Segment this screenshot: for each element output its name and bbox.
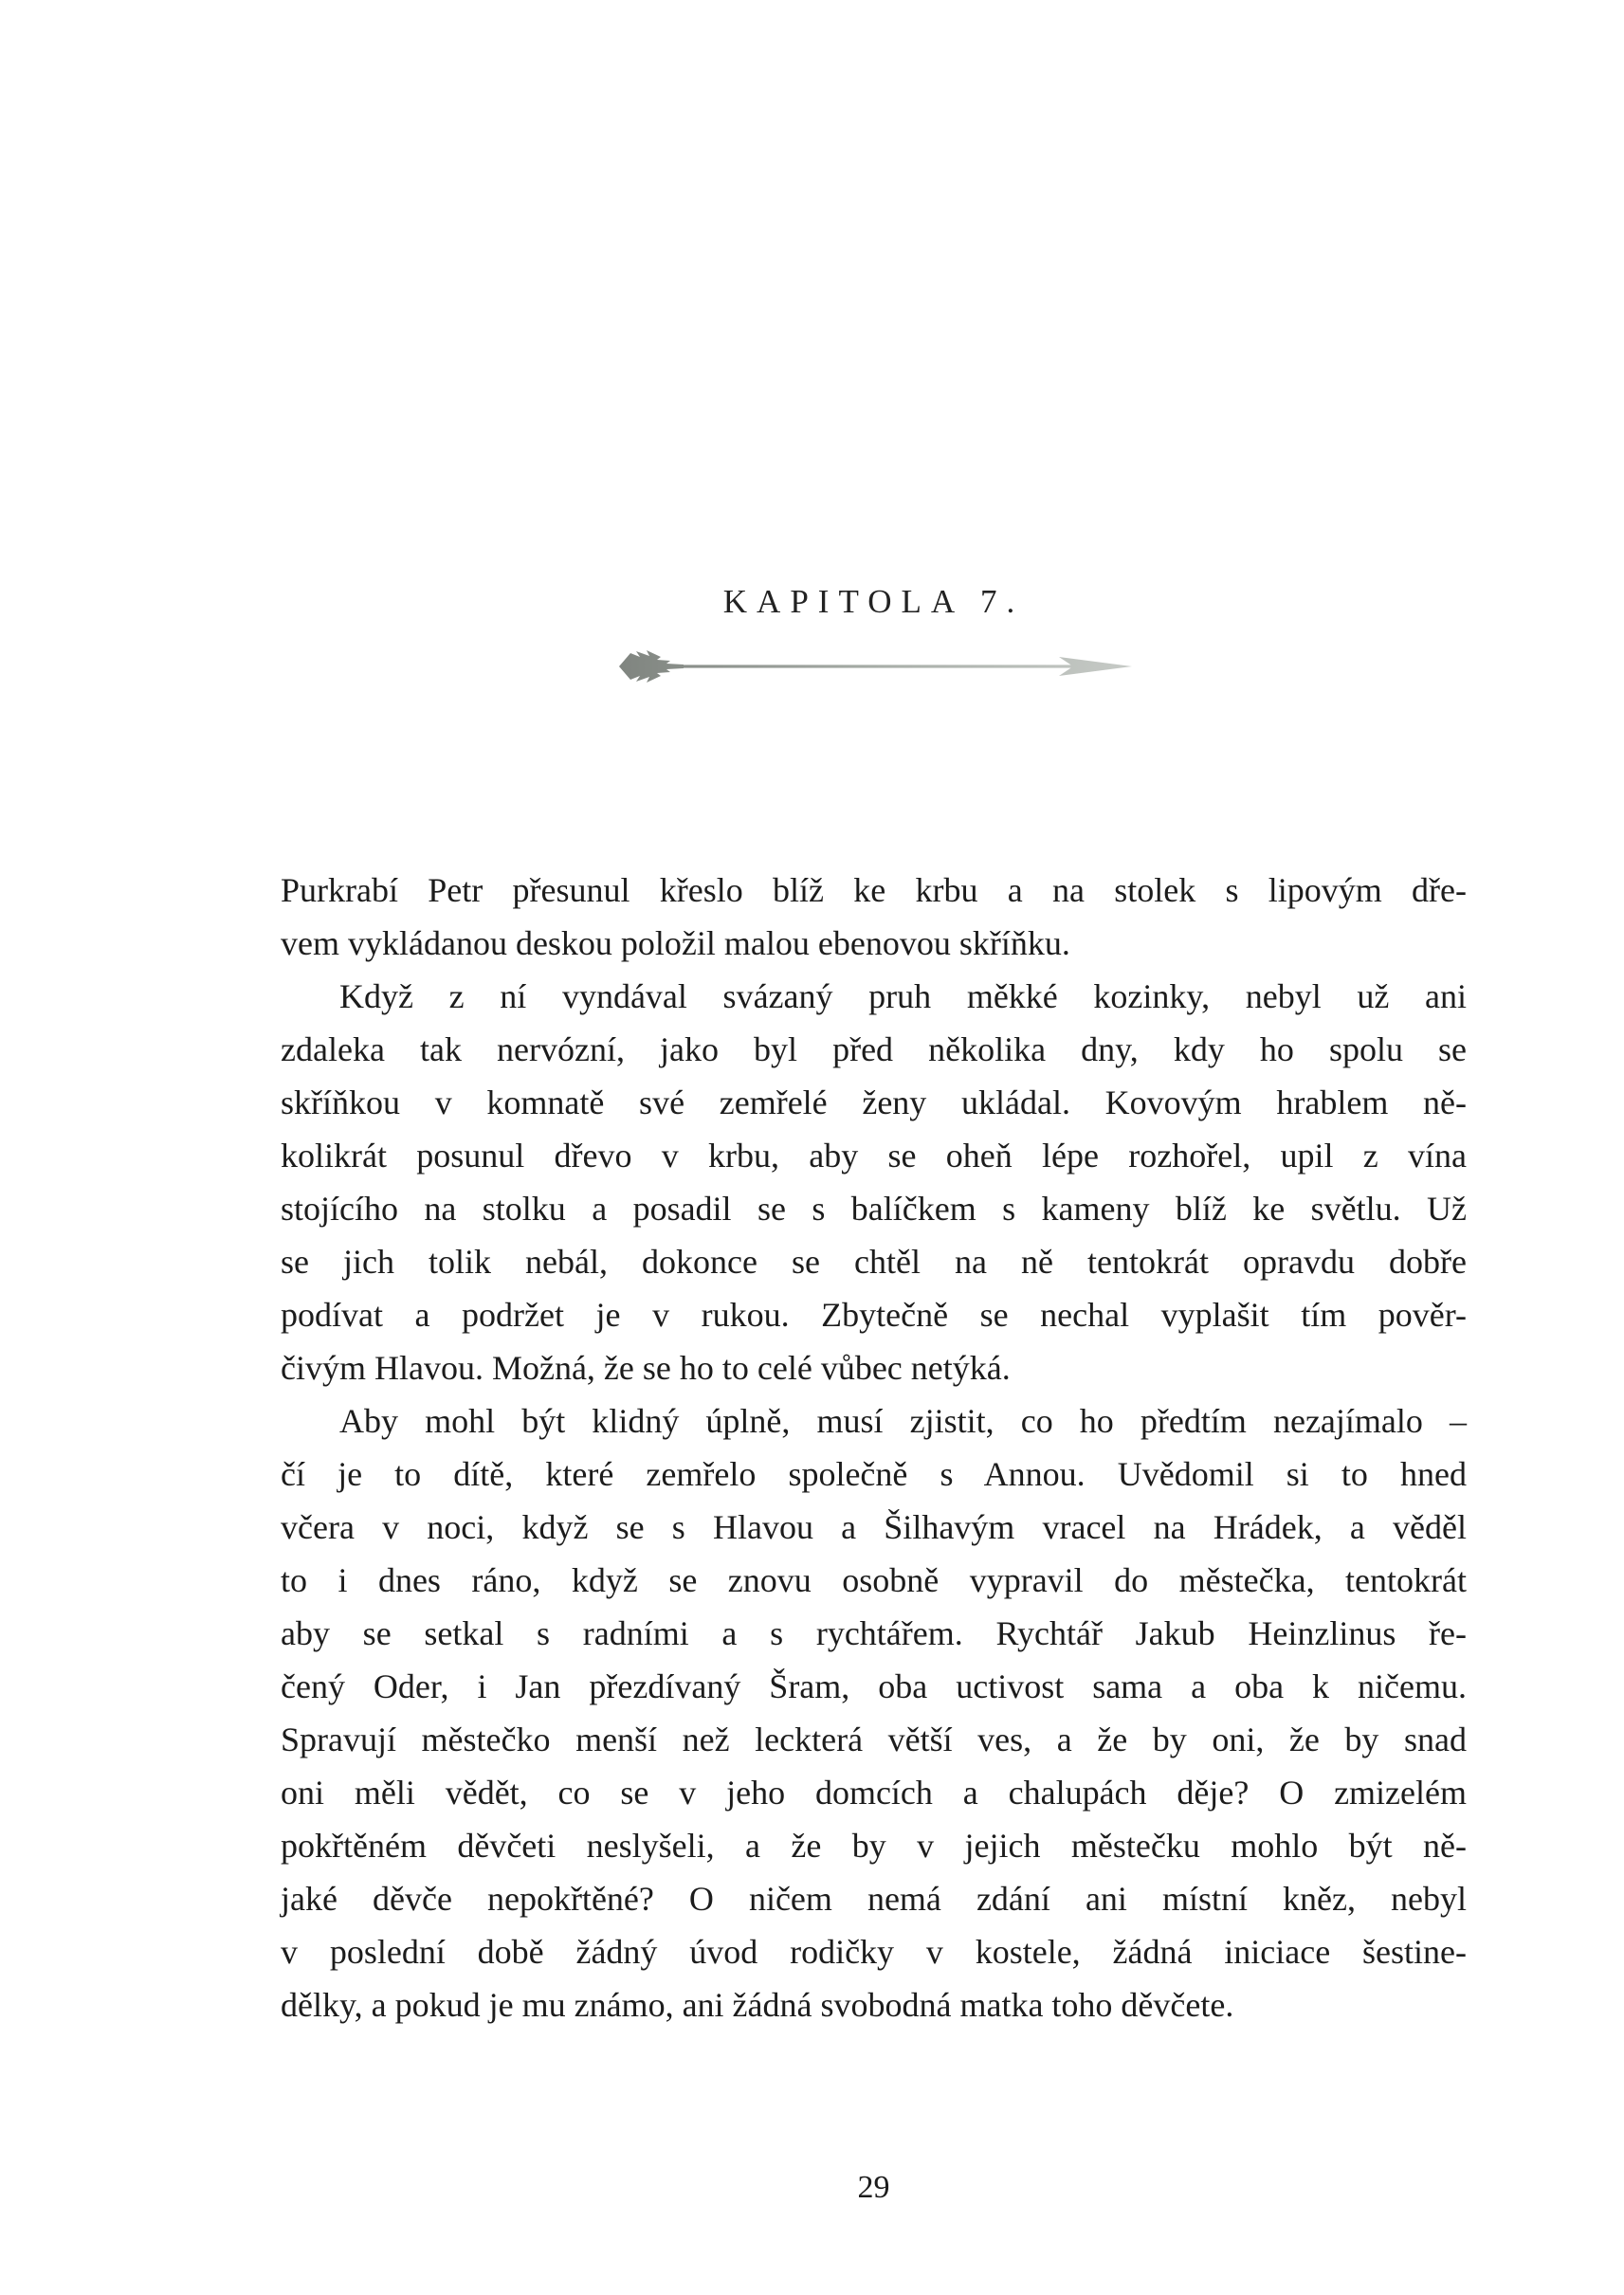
paragraph <box>281 864 1467 970</box>
text-line: oni měli vědět, co se v jeho domcích a chalupách děje? O zmizelém <box>281 1774 1467 1812</box>
chapter-title: KAPITOLA 7. <box>722 583 1025 620</box>
text-line: stojícího na stolku a posadil se s balíčkem s kameny blíž ke světlu. Už <box>281 1190 1467 1228</box>
page-content <box>281 0 1467 2206</box>
text-line: pokřtěném děvčeti neslyšeli, a že by v jejich městečku mohlo být ně- <box>281 1827 1467 1865</box>
page-number: 29 <box>857 2170 890 2205</box>
text-line: zdaleka tak nervózní, jako byl před několika dny, kdy ho spolu se <box>281 1030 1467 1068</box>
text-line: Purkrabí Petr přesunul křeslo blíž ke krbu a na stolek s lipovým dře- <box>281 871 1467 909</box>
body-text <box>281 864 1467 2031</box>
text-line: včera v noci, když se s Hlavou a Šilhavým vracel na Hrádek, a věděl <box>281 1508 1467 1546</box>
paragraph <box>281 1394 1467 2031</box>
text-line: vem vykládanou deskou položil malou ebenovou skříňku. <box>281 924 1070 962</box>
text-line: čený Oder, i Jan přezdívaný Šram, oba uctivost sama a oba k ničemu. <box>281 1667 1467 1705</box>
text-line: v poslední době žádný úvod rodičky v kostele, žádná iniciace šestine- <box>281 1933 1467 1971</box>
text-line: to i dnes ráno, když se znovu osobně vypravil do městečka, tentokrát <box>281 1561 1467 1599</box>
text-line: Aby mohl být klidný úplně, musí zjistit, co ho předtím nezajímalo – <box>339 1402 1467 1440</box>
text-line: čivým Hlavou. Možná, že se ho to celé vůbec netýká. <box>281 1349 1011 1387</box>
text-line: Spravují městečko menší než leckterá větší ves, a že by oni, že by snad <box>281 1721 1467 1758</box>
text-line: aby se setkal s radními a s rychtářem. Rychtář Jakub Heinzlinus ře- <box>281 1614 1467 1652</box>
arrow-divider-icon <box>281 646 1467 687</box>
text-line: čí je to dítě, které zemřelo společně s Annou. Uvědomil si to hned <box>281 1455 1467 1493</box>
text-line: podívat a podržet je v rukou. Zbytečně se nechal vyplašit tím pověr- <box>281 1296 1467 1334</box>
text-line: skříňkou v komnatě své zemřelé ženy ukládal. Kovovým hrablem ně- <box>281 1084 1467 1121</box>
text-line: se jich tolik nebál, dokonce se chtěl na ně tentokrát opravdu dobře <box>281 1243 1467 1281</box>
text-line: Když z ní vyndával svázaný pruh měkké kozinky, nebyl už ani <box>339 977 1467 1015</box>
text-line: kolikrát posunul dřevo v krbu, aby se oheň lépe rozhořel, upil z vína <box>281 1137 1467 1175</box>
text-line: jaké děvče nepokřtěné? O ničem nemá zdání ani místní kněz, nebyl <box>281 1880 1467 1918</box>
paragraph <box>281 970 1467 1394</box>
text-line: dělky, a pokud je mu známo, ani žádná svobodná matka toho děvčete. <box>281 1986 1234 2024</box>
